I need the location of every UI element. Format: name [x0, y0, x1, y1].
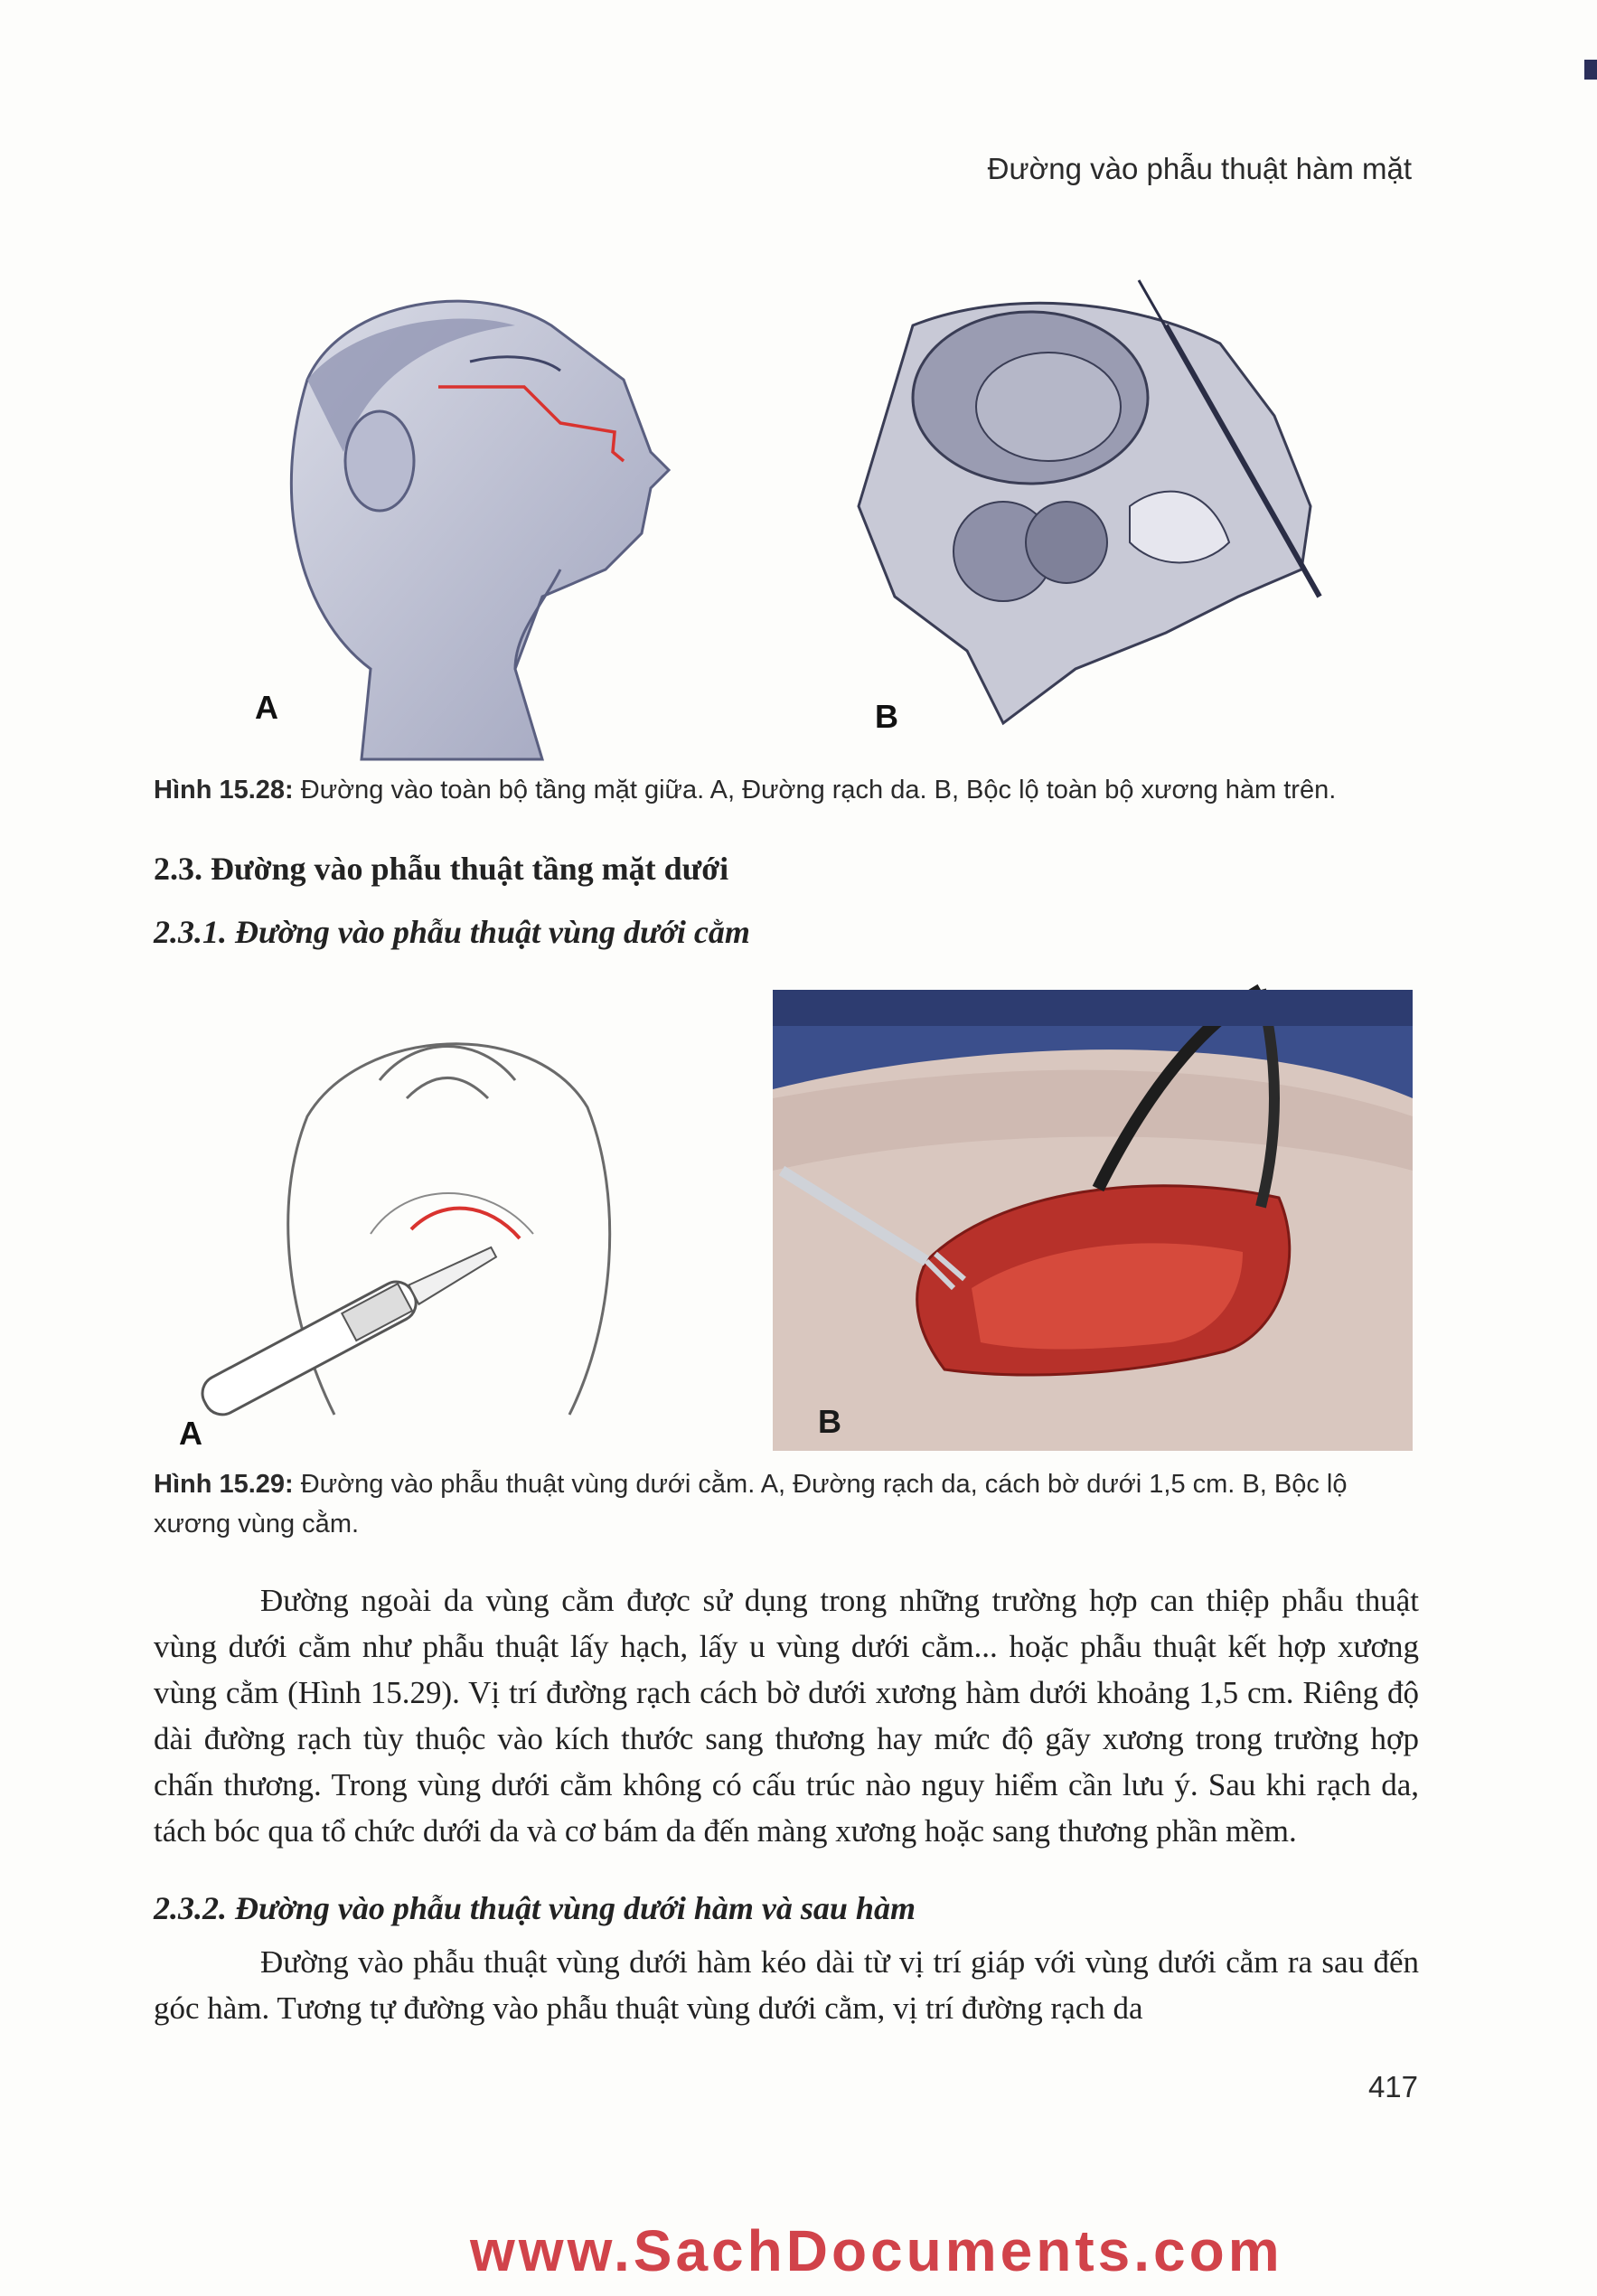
- page-number: 417: [1367, 2070, 1418, 2103]
- figure-15-29-caption-label: Hình 15.29:: [154, 1470, 294, 1499]
- figure-15-28-label-a: A: [255, 689, 278, 726]
- figure-15-29-label-a: A: [179, 1415, 202, 1452]
- figure-15-28-label-b: B: [875, 698, 898, 735]
- figure-15-28-caption-text: Đường vào toàn bộ tầng mặt giữa. A, Đường rạch da. B, Bộc lộ toàn bộ xương hàm trên.: [293, 776, 1337, 805]
- figure-15-28-a-illustration: [244, 271, 714, 759]
- corner-tab-marker: [1584, 60, 1597, 80]
- running-head: Đường vào phẫu thuật hàm mặt: [987, 152, 1412, 185]
- figure-15-29-label-b: B: [818, 1403, 841, 1440]
- section-2-3-2-heading: 2.3.2. Đường vào phẫu thuật vùng dưới hàm và sau hàm: [154, 1890, 916, 1926]
- figure-15-28-caption: [154, 770, 1419, 810]
- section-2-3-1-heading: 2.3.1. Đường vào phẫu thuật vùng dưới cằm: [154, 914, 750, 950]
- figure-15-29-caption: [154, 1464, 1419, 1544]
- body-paragraph-2-text: Đường vào phẫu thuật vùng dưới hàm kéo dài từ vị trí giáp với vùng dưới cằm ra sau đến góc hàm. Tương tự đường vào phẫu thuật vùng dưới cằm, vị trí đường rạch da: [154, 1944, 1419, 2026]
- figure-15-28-caption-label: Hình 15.28:: [154, 776, 294, 805]
- figure-15-29-b-photo: [773, 990, 1413, 1451]
- body-paragraph-2: [154, 1939, 1419, 2031]
- figure-15-28-b-illustration: [841, 271, 1347, 732]
- figure-15-29-a-illustration: [172, 999, 714, 1424]
- figure-15-29-caption-text: Đường vào phẫu thuật vùng dưới cằm. A, Đường rạch da, cách bờ dưới 1,5 cm. B, Bộc lộ xương vùng cằm.: [154, 1470, 1348, 1539]
- watermark-url: www.SachDocuments.com: [470, 2218, 1283, 2283]
- section-2-3-heading: 2.3. Đường vào phẫu thuật tầng mặt dưới: [154, 851, 729, 887]
- body-paragraph-1: [154, 1577, 1419, 1854]
- body-paragraph-1-text: Đường ngoài da vùng cằm được sử dụng trong những trường hợp can thiệp phẫu thuật vùng dưới cằm như phẫu thuật lấy hạch, lấy u vùng dưới cằm... hoặc phẫu thuật kết hợp xương vùng cằm (Hình 15.29). Vị trí đường rạch cách bờ dưới xương hàm dưới khoảng 1,5 cm. Riêng độ dài đường rạch tùy thuộc vào kích thước sang thương hay mức độ gãy xương trong trường hợp chấn thương. Trong vùng dưới cằm không có cấu trúc nào nguy hiểm cần lưu ý. Sau khi rạch da, tách bóc qua tổ chức dưới da và cơ bám da đến màng xương hoặc sang thương phần mềm.: [154, 1583, 1419, 1849]
